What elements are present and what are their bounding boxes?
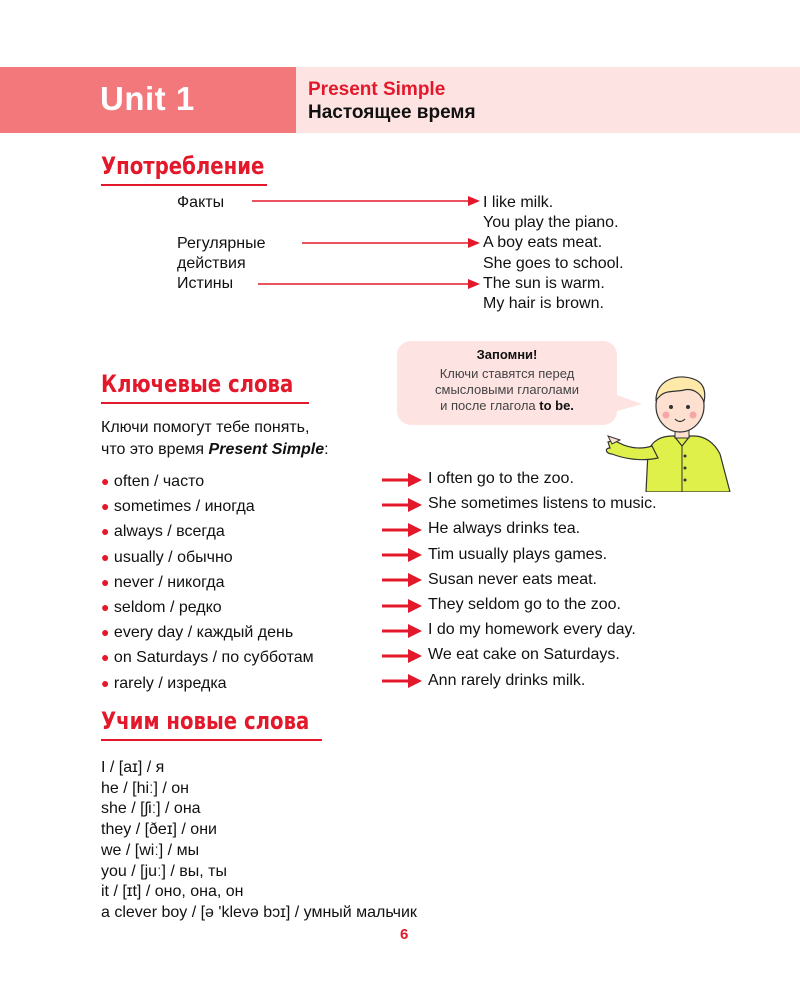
shirt-shape — [646, 436, 730, 492]
usage-heading: Употребление — [101, 152, 265, 180]
bubble-line — [397, 398, 617, 414]
keyword-example: I do my homework every day. — [428, 621, 636, 639]
keyword-item: ● often / часто — [101, 473, 205, 490]
keyword-example: They seldom go to the zoo. — [428, 595, 621, 613]
keyword-example: She sometimes listens to music. — [428, 495, 657, 513]
bubble-line: смысловыми глаголами — [435, 382, 579, 397]
topic-title-ru: Настоящее время — [308, 102, 476, 123]
usage-example: You play the piano. — [483, 214, 619, 231]
bubble-line-text: и после глагола — [440, 398, 540, 413]
usage-label: Регулярные — [177, 235, 266, 252]
keyword-example: Susan never eats meat. — [428, 570, 597, 588]
arrow-head-icon — [408, 674, 422, 688]
keywords-intro: Ключи помогут тебе понять, — [101, 419, 310, 436]
keyword-example: He always drinks tea. — [428, 520, 581, 538]
keyword-word: seldom / редко — [113, 598, 222, 616]
topic-title-en: Present Simple — [308, 79, 446, 100]
bubble-title: Запомни! — [476, 347, 538, 362]
unit-title: Unit 1 — [100, 80, 195, 117]
arrow-head-icon — [408, 548, 422, 562]
arrow-head-icon — [468, 279, 480, 289]
arrow-head-icon — [408, 573, 422, 587]
keywords-heading: Ключевые слова — [101, 370, 294, 398]
vocab-item: she / [ʃiː] / она — [101, 800, 201, 818]
arrow-head-icon — [408, 649, 422, 663]
vocab-item: I / [aɪ] / я — [101, 759, 165, 776]
usage-label: действия — [177, 255, 246, 272]
keywords-heading-underline — [101, 402, 309, 404]
usage-example: My hair is brown. — [483, 295, 604, 312]
intro-colon: : — [324, 441, 329, 458]
keyword-item: ● on Saturdays / по субботам — [101, 649, 314, 667]
vocab-heading-underline — [101, 739, 322, 741]
keywords-intro — [101, 440, 329, 460]
arrow-head-icon — [408, 498, 422, 512]
arrow-head-icon — [408, 599, 422, 613]
usage-example: A boy eats meat. — [483, 234, 603, 251]
keyword-example: Ann rarely drinks milk. — [428, 671, 586, 689]
vocab-item: you / [juː] / вы, ты — [101, 862, 227, 880]
usage-example: She goes to school. — [483, 255, 624, 272]
keyword-word: on Saturdays / по субботам — [113, 649, 314, 667]
keyword-item: ● sometimes / иногда — [101, 498, 255, 516]
keyword-word: never / никогда — [113, 573, 225, 591]
keyword-word: always / всегда — [113, 523, 225, 541]
keyword-examples — [428, 469, 657, 696]
vocab-heading: Учим новые слова — [101, 707, 310, 735]
usage-heading-underline — [101, 184, 267, 186]
arrow-head-icon — [408, 473, 422, 487]
keyword-word: rarely / изредка — [113, 674, 227, 692]
usage-example: The sun is warm. — [483, 275, 605, 292]
arrow-head-icon — [468, 196, 480, 206]
arrow-head-icon — [408, 624, 422, 638]
arrow-head-icon — [468, 238, 480, 248]
keyword-word: usually / обычно — [113, 548, 233, 566]
keyword-word: often / часто — [113, 473, 205, 490]
bubble-text — [397, 366, 617, 414]
vocab-item: a clever boy / [ə 'klevə bɔɪ] / умный мальчик — [101, 903, 417, 921]
keyword-item: ● always / всегда — [101, 523, 225, 541]
keyword-item: ● seldom / редко — [101, 598, 222, 616]
usage-example: I like milk. — [483, 194, 554, 211]
vocab-item: we / [wiː] / мы — [101, 841, 200, 859]
keyword-arrows — [380, 472, 424, 694]
usage-arrows — [250, 190, 482, 300]
keyword-example: We eat cake on Saturdays. — [428, 646, 620, 664]
bubble-line: Ключи ставятся перед — [439, 366, 575, 381]
intro-text: что это время — [101, 441, 209, 458]
arrow-head-icon — [408, 523, 422, 537]
keyword-list — [101, 471, 314, 698]
keyword-example: Tim usually plays games. — [428, 545, 608, 563]
vocab-item: he / [hiː] / он — [101, 779, 189, 797]
keyword-word: every day / каждый день — [113, 624, 294, 642]
keyword-item: ● rarely / изредка — [101, 674, 227, 692]
usage-label: Истины — [177, 275, 234, 292]
vocab-item: it / [ɪt] / оно, она, он — [101, 883, 244, 901]
page-number: 6 — [400, 926, 409, 943]
keyword-example: I often go to the zoo. — [428, 470, 574, 487]
usage-label: Факты — [177, 194, 225, 211]
keyword-item: ● every day / каждый день — [101, 624, 294, 642]
intro-emphasis: Present Simple — [208, 441, 325, 458]
vocab-item: they / [ðeɪ] / они — [101, 821, 217, 839]
keyword-item: ● never / никогда — [101, 573, 225, 591]
bubble-line-bold: to be. — [539, 398, 574, 413]
keyword-word: sometimes / иногда — [113, 498, 255, 516]
vocab-list — [101, 758, 417, 924]
keyword-item: ● usually / обычно — [101, 548, 233, 566]
